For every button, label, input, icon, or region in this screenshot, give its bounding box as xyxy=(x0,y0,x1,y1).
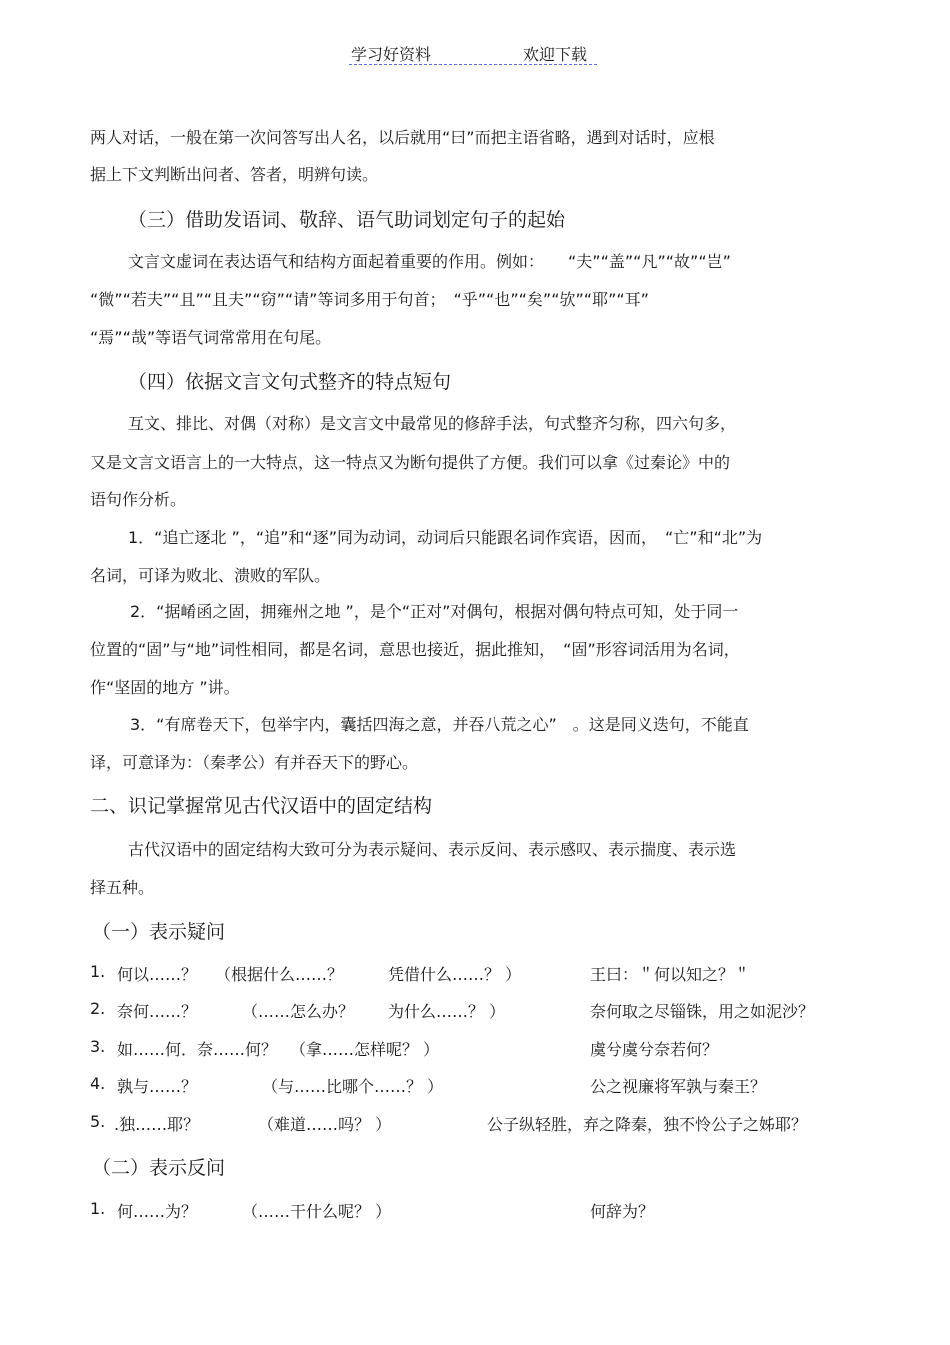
structure-form: 何以……？ xyxy=(117,965,198,984)
paragraph-line: 1．“追亡逐北 ”，“追”和“逐”同为动词，动词后只能跟名词作宾语，因而， “亡”和“北”为 xyxy=(128,528,763,547)
structure-meaning-alt: 为什么……？ ） xyxy=(388,1002,506,1021)
paragraph-line: 据上下文判断出问者、答者，明辨句读。 xyxy=(90,165,379,184)
paragraph-line: 互文、排比、对偶（对称）是文言文中最常见的修辞手法，句式整齐匀称，四六句多， xyxy=(128,414,737,433)
header-right: 欢迎下载 xyxy=(523,45,588,64)
header-divider xyxy=(349,64,597,65)
paragraph-line: 语句作分析。 xyxy=(90,490,187,509)
paragraph-line: 两人对话，一般在第一次问答写出人名，以后就用“曰”而把主语省略，遇到对话时，应根 xyxy=(90,128,715,147)
paragraph-line: 作“坚固的地方 ”讲。 xyxy=(90,678,240,697)
structure-meaning: （……干什么呢？ ） xyxy=(242,1202,392,1221)
structure-meaning: （难道……吗？ ） xyxy=(258,1115,392,1134)
paragraph-line: “微”“若夫”“且”“且夫”“窃”“请”等词多用于句首； “乎”“也”“矣”“欤”“耶”“耳” xyxy=(90,290,649,309)
structure-example: 公子纵轻胜，弃之降秦，独不怜公子之姊耶？ xyxy=(487,1115,808,1134)
structure-example: 王曰：＂何以知之？＂ xyxy=(590,965,751,984)
structure-example: 奈何取之尽锱铢，用之如泥沙？ xyxy=(590,1002,815,1021)
structure-meaning: （拿……怎样呢？ ） xyxy=(290,1040,440,1059)
paragraph-line: 2．“据崤函之固，拥雍州之地 ”，是个“正对”对偶句，根据对偶句特点可知，处于同一 xyxy=(130,602,739,621)
structure-meaning-alt: 凭借什么……？ ） xyxy=(388,965,522,984)
structure-form: 孰与……？ xyxy=(117,1077,198,1096)
subsection-heading: （一）表示疑问 xyxy=(92,921,226,943)
structure-meaning: （……怎么办？ xyxy=(242,1002,355,1021)
section-heading: （三）借助发语词、敬辞、语气助词划定句子的起始 xyxy=(128,209,566,231)
paragraph-line: 译，可意译为：（秦孝公）有并吞天下的野心。 xyxy=(90,753,419,772)
section-heading: （四）依据文言文句式整齐的特点短句 xyxy=(128,371,452,393)
paragraph-line: “焉”“哉”等语气词常常用在句尾。 xyxy=(90,328,332,347)
structure-example: 公之视廉将军孰与秦王？ xyxy=(590,1077,767,1096)
structure-form: 何……为？ xyxy=(117,1202,198,1221)
paragraph-line: 又是文言文语言上的一大特点，这一特点又为断句提供了方便。我们可以拿《过秦论》中的 xyxy=(90,453,731,472)
row-number: 4. xyxy=(90,1074,106,1093)
paragraph-line: 古代汉语中的固定结构大致可分为表示疑问、表示反问、表示感叹、表示揣度、表示选 xyxy=(128,840,737,859)
structure-form: 奈何……？ xyxy=(117,1002,198,1021)
structure-meaning: （与……比哪个……？ ） xyxy=(262,1077,444,1096)
paragraph-line: 3．“有席卷天下，包举宇内，囊括四海之意，并吞八荒之心” 。这是同义迭句，不能直 xyxy=(130,715,749,734)
structure-form: .独……耶？ xyxy=(114,1115,200,1134)
row-number: 2. xyxy=(90,999,106,1018)
structure-example: 虞兮虞兮奈若何？ xyxy=(590,1040,719,1059)
structure-meaning: （根据什么……？ xyxy=(215,965,344,984)
row-number: 1. xyxy=(90,1199,106,1218)
row-number: 5. xyxy=(90,1112,106,1131)
header-left: 学习好资料 xyxy=(351,45,432,64)
row-number: 1. xyxy=(90,962,106,981)
structure-example: 何辞为？ xyxy=(590,1202,655,1221)
paragraph-line: 名词，可译为败北、溃败的军队。 xyxy=(90,566,331,585)
section-heading: 二、识记掌握常见古代汉语中的固定结构 xyxy=(90,795,433,817)
paragraph-line: 择五种。 xyxy=(90,878,155,897)
subsection-heading: （二）表示反问 xyxy=(92,1157,226,1179)
row-number: 3. xyxy=(90,1037,106,1056)
structure-form: 如……何．奈……何？ xyxy=(117,1040,278,1059)
paragraph-line: 文言文虚词在表达语气和结构方面起着重要的作用。例如： “夫”“盖”“凡”“故”“岂” xyxy=(128,252,731,271)
paragraph-line: 位置的“固”与“地”词性相同，都是名词，意思也接近，据此推知， “固”形容词活用为名词， xyxy=(90,640,740,659)
